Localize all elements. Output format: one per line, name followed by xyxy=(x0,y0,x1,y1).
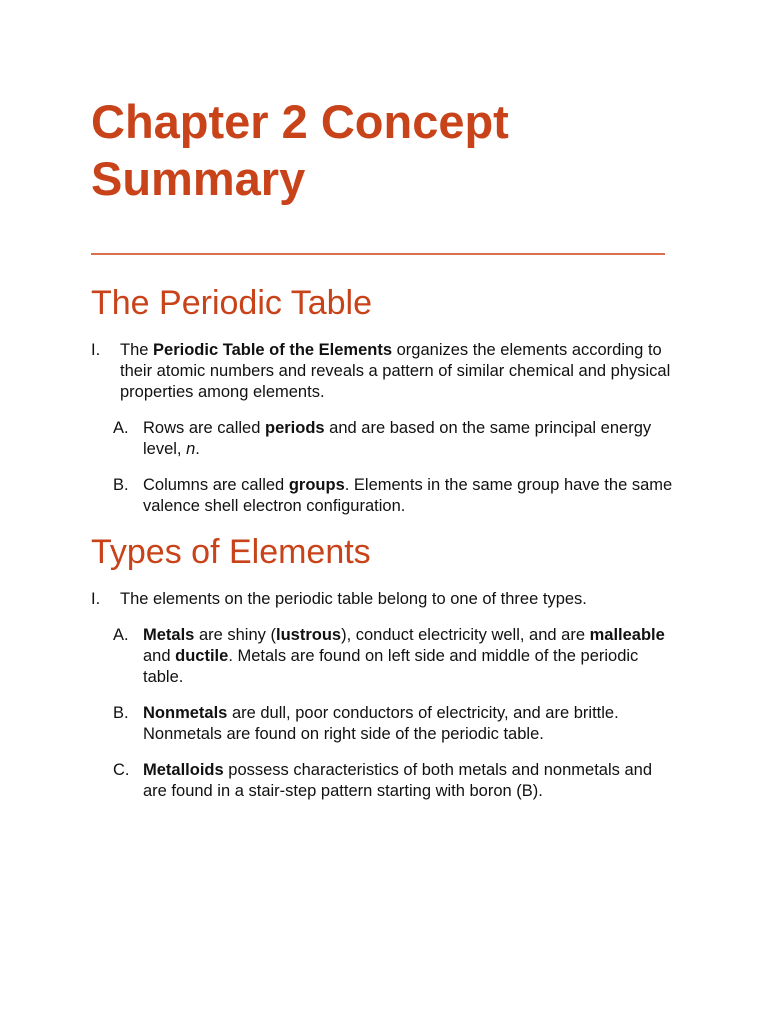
list-item-groups xyxy=(113,475,673,517)
list-marker: I. xyxy=(91,341,101,359)
list-item-metals xyxy=(113,625,673,688)
list-item-nonmetals xyxy=(113,703,673,745)
list-item-periods xyxy=(113,418,673,460)
chapter-title: Chapter 2 Concept Summary xyxy=(91,95,509,205)
list-item-text: Columns are called groups. Elements in the same group have the same valence shell electron configuration. xyxy=(143,476,673,515)
list-marker: B. xyxy=(113,476,129,494)
list-marker: A. xyxy=(113,626,129,644)
list-marker: I. xyxy=(91,590,101,608)
list-marker: A. xyxy=(113,419,129,437)
list-item-text: The Periodic Table of the Elements organizes the elements according to their atomic numbers and reveals a pattern of similar chemical and physical properties among elements. xyxy=(120,341,671,401)
section-heading-types-of-elements: Types of Elements xyxy=(91,533,371,571)
list-item-three-types xyxy=(91,589,671,610)
list-item-text: Nonmetals are dull, poor conductors of electricity, and are brittle. Nonmetals are found on right side of the periodic table. xyxy=(143,704,619,743)
list-marker: C. xyxy=(113,761,130,779)
list-item-text: The elements on the periodic table belong to one of three types. xyxy=(120,590,587,608)
section-heading-periodic-table: The Periodic Table xyxy=(91,284,372,322)
list-item-text: Rows are called periods and are based on the same principal energy level, n. xyxy=(143,419,652,458)
title-divider xyxy=(91,253,665,255)
list-item-periodic-table-definition xyxy=(91,340,671,403)
list-item-text: Metals are shiny (lustrous), conduct electricity well, and are malleable and ductile. Metals are found on left side and middle of the periodic table. xyxy=(143,626,665,686)
list-item-text: Metalloids possess characteristics of both metals and nonmetals and are found in a stair-step pattern starting with boron (B). xyxy=(143,761,652,800)
list-marker: B. xyxy=(113,704,129,722)
list-item-metalloids xyxy=(113,760,673,802)
